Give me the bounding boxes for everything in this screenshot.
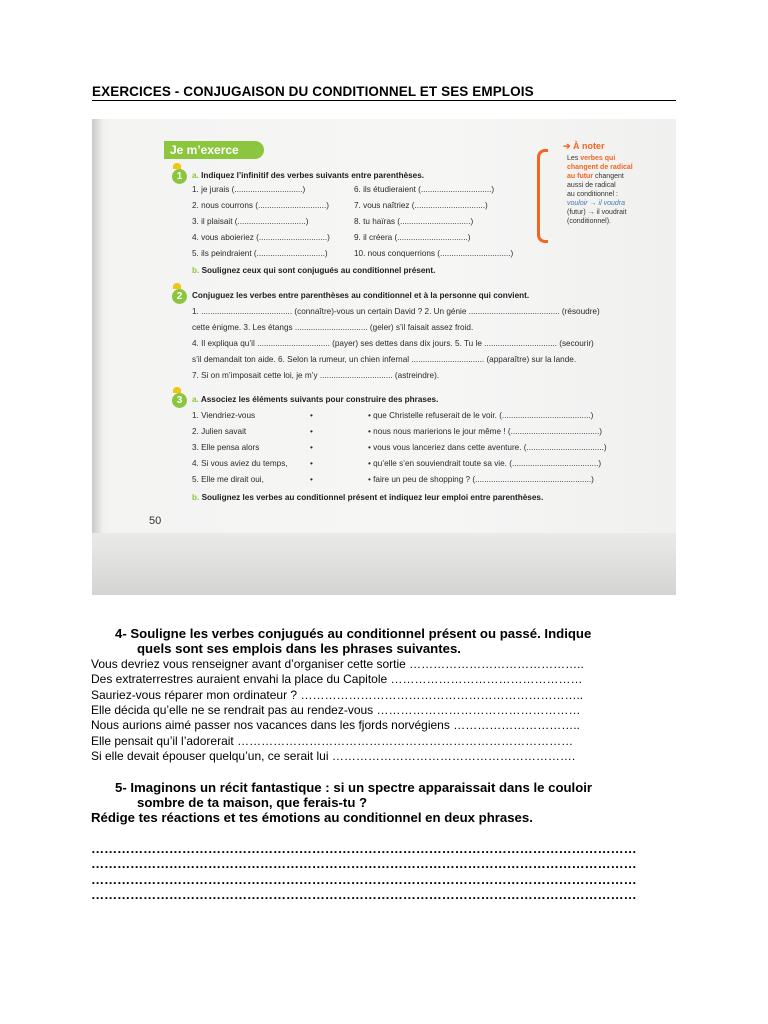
- exercise-4-title: 4- Souligne les verbes conjugués au conditionnel présent ou passé. Indique: [115, 626, 592, 641]
- exercise-2-line: cette énigme. 3. Les étangs ................................ (geler) s’il faisait assez froid.: [192, 323, 474, 332]
- page-bottom-shadow: [92, 533, 676, 595]
- exercise-2-badge: 2: [172, 289, 187, 304]
- exercise-1-item: 1. je jurais (..............................): [192, 185, 306, 194]
- note-body: Les verbes qui changent de radical au futur changent aussi de radical au conditionnel : vouloir → il voudra (futur) → il voudrait (conditionnel).: [567, 155, 633, 225]
- answer-line: ………………………………………………………………………………………………………………: [91, 871, 637, 887]
- page-edge-shadow: [92, 119, 102, 595]
- exercise-3-right-item: • que Christelle refuserait de le voir. (.......................................): [368, 411, 594, 420]
- sentence-line: Si elle devait épouser quelqu’un, ce serait lui …………………………………………………….: [91, 749, 576, 764]
- exercise-4-title-cont: quels sont ses emplois dans les phrases suivantes.: [137, 641, 461, 657]
- page-number: 50: [149, 515, 162, 527]
- exercise-2-line: 1. ........................................ (connaître)-vous un certain David ? 2. Un génie ........................................ (résoudre): [192, 307, 600, 316]
- exercise-1-badge: 1: [172, 169, 187, 184]
- sentence-line: Sauriez-vous réparer mon ordinateur ? ……………………………………………………………..: [91, 687, 584, 702]
- answer-line: ………………………………………………………………………………………………………………: [91, 856, 637, 872]
- match-dot-icon: •: [310, 411, 313, 420]
- exercise-3-badge: 3: [172, 393, 187, 408]
- exercise-5-title-cont: sombre de ta maison, que ferais-tu ?: [137, 795, 368, 811]
- exercise-5-title: 5- Imaginons un récit fantastique : si un spectre apparaissait dans le couloir: [115, 779, 593, 795]
- exercise-3-right-item: • nous nous marierions le jour même ! (.......................................): [368, 427, 603, 436]
- worksheet-body: [91, 626, 691, 903]
- exercise-1-item: 2. nous courrons (..............................): [192, 201, 329, 210]
- exercise-3-right-item: • faire un peu de shopping ? (...................................................): [368, 475, 594, 484]
- match-dot-icon: •: [310, 459, 313, 468]
- textbook-scan: [92, 119, 676, 595]
- exercise-1-item: 5. ils peindraient (..............................): [192, 249, 328, 258]
- sentence-line: Elle pensait qu’il l’adorerait …………………………………………………………………………: [91, 733, 574, 748]
- exercise-1-item: 6. ils étudieraient (...............................): [354, 185, 495, 194]
- exercise-3-instruction: a. Associez les éléments suivants pour construire des phrases.: [192, 395, 439, 404]
- document-title: EXERCICES - CONJUGAISON DU CONDITIONNEL ET SES EMPLOIS: [92, 84, 676, 101]
- exercise-1-item: 8. tu haïras (...............................): [354, 217, 474, 226]
- exercise-1-item: 4. vous aboieriez (..............................): [192, 233, 330, 242]
- exercise-3-right-item: • vous vous lanceriez dans cette aventure. (..................................): [368, 443, 607, 452]
- exercise-1-item: 10. nous conquerrions (...............................): [354, 249, 514, 258]
- note-title: ➔ À noter: [563, 141, 605, 151]
- exercise-1-instruction: a. Indiquez l’infinitif des verbes suivants entre parenthèses.: [192, 171, 425, 180]
- exercise-3-left-item: 3. Elle pensa alors: [192, 443, 260, 452]
- sentence-line: Des extraterrestres auraient envahi la place du Capitole …………………………………………: [91, 672, 583, 687]
- exercise-3-left-item: 1. Viendriez-vous: [192, 411, 256, 420]
- exercise-3-right-item: • qu’elle s’en souviendrait toute sa vie. (......................................): [368, 459, 602, 468]
- answer-line: ………………………………………………………………………………………………………………: [91, 887, 637, 903]
- exercise-1-b-instruction: b. Soulignez ceux qui sont conjugués au conditionnel présent.: [192, 266, 436, 275]
- answer-line: ………………………………………………………………………………………………………………: [91, 840, 637, 856]
- exercise-1-item: 9. il créera (...............................): [354, 233, 471, 242]
- exercise-1-item: 3. il plaisait (..............................): [192, 217, 309, 226]
- exercise-3-left-item: 2. Julien savait: [192, 427, 247, 436]
- exercise-2-instruction: Conjuguez les verbes entre parenthèses au conditionnel et à la personne qui convient.: [192, 291, 530, 300]
- exercise-2-line: 4. Il expliqua qu’il ................................ (payer) ses dettes dans dix jours. 5. Tu le ................................ (secourir): [192, 339, 594, 348]
- section-header: Je m’exerce: [164, 141, 264, 159]
- exercise-5-instruction: Rédige tes réactions et tes émotions au conditionnel en deux phrases.: [91, 810, 533, 826]
- exercise-1-item: 7. vous naîtriez (...............................): [354, 201, 488, 210]
- sentence-line: Nous aurions aimé passer nos vacances dans les fjords norvégiens …………………………..: [91, 718, 580, 733]
- match-dot-icon: •: [310, 443, 313, 452]
- exercise-3-left-item: 4. Si vous aviez du temps,: [192, 459, 288, 468]
- note-box: [537, 141, 647, 236]
- exercise-3-b-instruction: b. Soulignez les verbes au conditionnel présent et indiquez leur emploi entre parenthèses.: [192, 493, 544, 502]
- exercise-3-left-item: 5. Elle me dirait oui,: [192, 475, 264, 484]
- match-dot-icon: •: [310, 475, 313, 484]
- exercise-2-line: 7. Si on m’imposait cette loi, je m’y ................................ (astreindre).: [192, 371, 440, 380]
- sentence-line: Elle décida qu’elle ne se rendrait pas au rendez-vous ……………………………………………: [91, 703, 581, 718]
- match-dot-icon: •: [310, 427, 313, 436]
- note-bracket: [537, 149, 548, 243]
- sentence-line: Vous devriez vous renseigner avant d’organiser cette sortie ……………………………………..: [91, 656, 584, 671]
- exercise-2-line: s’il demandait ton aide. 6. Selon la rumeur, un chien infernal ................................ (apparaître) sur la lande.: [192, 355, 577, 364]
